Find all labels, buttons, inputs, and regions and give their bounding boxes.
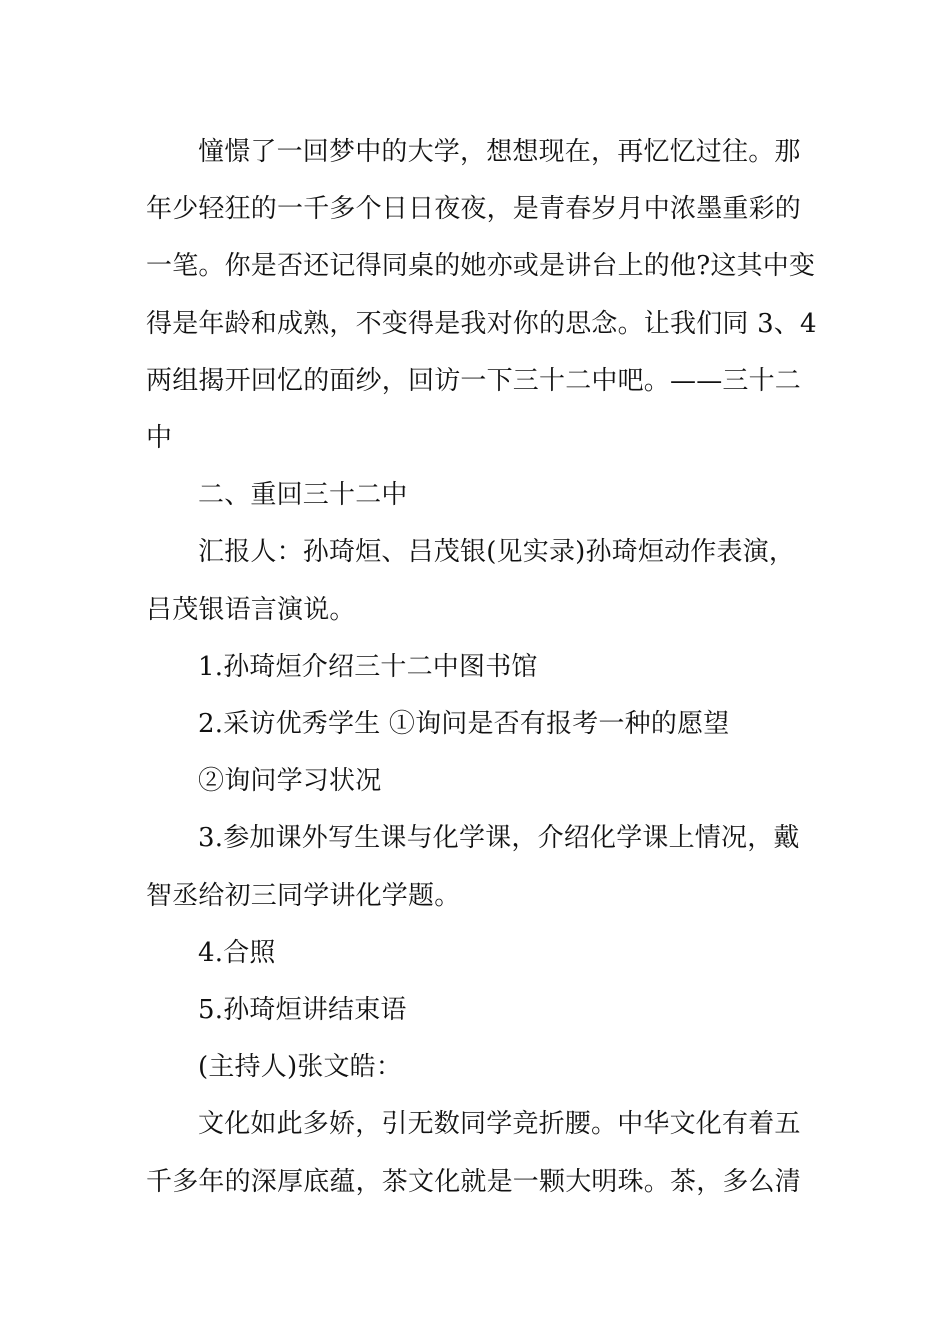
text-line: 4.合照 bbox=[198, 937, 276, 968]
text-line: 中 bbox=[146, 423, 173, 454]
text-line: 智丞给初三同学讲化学题。 bbox=[146, 880, 461, 911]
list-item-2 bbox=[146, 696, 810, 753]
paragraph-reporters bbox=[146, 524, 810, 638]
text-line: 吕茂银语言演说。 bbox=[146, 594, 356, 625]
text-line: 文化如此多娇，引无数同学竞折腰。中华文化有着五 bbox=[198, 1109, 801, 1140]
section-heading bbox=[146, 467, 810, 524]
document-page bbox=[146, 124, 817, 1211]
text-line: 3.参加课外写生课与化学课，介绍化学课上情况，戴 bbox=[198, 823, 800, 854]
text-line: 汇报人：孙琦烜、吕茂银(见实录)孙琦烜动作表演， bbox=[198, 537, 796, 568]
text-line: ②询问学习状况 bbox=[198, 766, 382, 797]
list-item-4 bbox=[146, 925, 810, 982]
text-line: 两组揭开回忆的面纱，回访一下三十二中吧。——三十二 bbox=[146, 365, 802, 396]
heading-text: 二、重回三十二中 bbox=[198, 480, 408, 511]
text-line: 憧憬了一回梦中的大学，想想现在，再忆忆过往。那 bbox=[198, 137, 801, 167]
list-item-2b bbox=[146, 753, 810, 810]
text-line: (主持人)张文皓： bbox=[198, 1052, 403, 1083]
list-item-5 bbox=[146, 982, 810, 1039]
text-line: 年少轻狂的一千多个日日夜夜，是青春岁月中浓墨重彩的 bbox=[146, 194, 802, 225]
text-line: 得是年龄和成熟，不变得是我对你的思念。让我们同 3、4 bbox=[146, 308, 817, 339]
list-item-1 bbox=[146, 639, 810, 696]
text-line: 1.孙琦烜介绍三十二中图书馆 bbox=[198, 651, 538, 682]
host-label bbox=[146, 1039, 810, 1096]
text-line: 2.采访优秀学生 ①询问是否有报考一种的愿望 bbox=[198, 709, 730, 740]
text-line: 一笔。你是否还记得同桌的她亦或是讲台上的他?这其中变 bbox=[146, 251, 816, 282]
list-item-3 bbox=[146, 810, 810, 924]
paragraph-intro bbox=[146, 124, 817, 467]
text-line: 5.孙琦烜讲结束语 bbox=[198, 995, 407, 1026]
text-line: 千多年的深厚底蕴，茶文化就是一颗大明珠。茶，多么清 bbox=[146, 1166, 802, 1197]
paragraph-culture bbox=[146, 1096, 810, 1210]
